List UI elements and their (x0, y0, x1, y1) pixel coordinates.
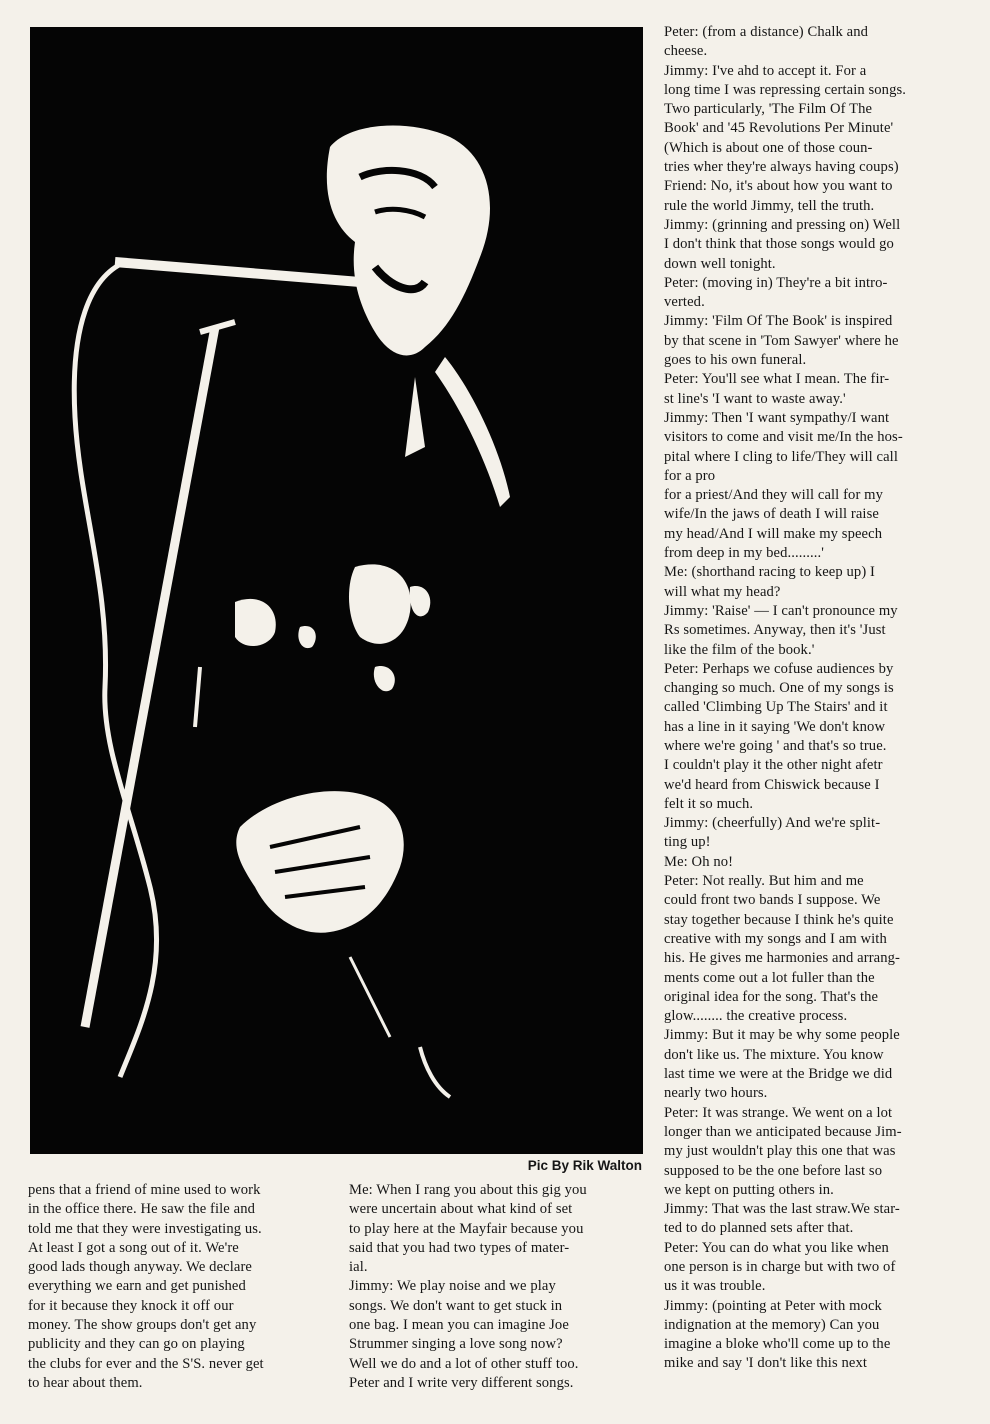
text-line: Me: When I rang you about this gig you (349, 1182, 587, 1198)
text-line: ments come out a lot fuller than the (664, 969, 875, 986)
text-line: pital where I cling to life/They will call (664, 448, 898, 465)
text-line: for a priest/And they will call for my (664, 487, 884, 504)
singer-at-microphone-image (30, 27, 643, 1154)
text-line: for a pro (664, 467, 716, 484)
text-line: imagine a bloke who'll come up to the (664, 1336, 891, 1353)
text-line: good lads though anyway. We declare (28, 1259, 253, 1276)
text-line: Jimmy: (cheerfully) And we're split- (664, 815, 881, 832)
text-line: Peter: Perhaps we cofuse audiences by (664, 660, 894, 677)
text-line: creative with my songs and I am with (664, 930, 887, 947)
text-line: to hear about them. (28, 1374, 143, 1391)
text-line: where we're going ' and that's so true. (664, 737, 887, 754)
text-line: one bag. I mean you can imagine Joe (349, 1317, 569, 1334)
text-line: told me that they were investigating us. (28, 1220, 262, 1237)
text-line: Jimmy: 'Film Of The Book' is inspired (664, 313, 893, 330)
text-line: Peter: You'll see what I mean. The fir- (664, 371, 890, 388)
text-line: Peter and I write very different songs. (349, 1374, 574, 1391)
text-line: Peter: Not really. But him and me (664, 873, 864, 890)
text-line: rule the world Jimmy, tell the truth. (664, 197, 875, 214)
text-line: for it because they knock it off our (28, 1297, 234, 1314)
text-line: Peter: You can do what you like when (664, 1239, 889, 1256)
text-line: everything we earn and get punished (28, 1278, 246, 1295)
text-line: will what my head? (664, 583, 781, 600)
text-line: ial. (349, 1259, 368, 1276)
text-line: Me: Oh no! (664, 853, 734, 870)
text-line: Peter: It was strange. We went on a lot (664, 1104, 893, 1121)
text-line: the clubs for ever and the S'S. never get (28, 1355, 264, 1372)
text-line: songs. We don't want to get stuck in (349, 1297, 563, 1314)
text-line: from deep in my bed.........' (664, 545, 824, 562)
text-line: Rs sometimes. Anyway, then it's 'Just (664, 622, 886, 639)
text-line: Jimmy: That was the last straw.We star- (664, 1201, 900, 1218)
text-line: (Which is about one of those coun- (664, 139, 873, 156)
concert-photo (30, 27, 643, 1154)
text-line: last time we were at the Bridge we did (664, 1066, 893, 1083)
text-line: Strummer singing a love song now? (349, 1336, 563, 1353)
text-line: said that you had two types of mater- (349, 1239, 570, 1256)
text-line: one person is in charge but with two of (664, 1259, 896, 1275)
text-line: Peter: (moving in) They're a bit intro- (664, 274, 888, 291)
text-line: Two particularly, 'The Film Of The (664, 101, 873, 118)
text-line: has a line in it saying 'We don't know (664, 718, 886, 735)
text-line: changing so much. One of my songs is (664, 680, 894, 697)
text-line: in the office there. He saw the file and (28, 1201, 256, 1218)
text-line: Me: (shorthand racing to keep up) I (664, 564, 875, 581)
text-line: by that scene in 'Tom Sawyer' where he (664, 332, 899, 349)
text-line: wife/In the jaws of death I will raise (664, 506, 879, 523)
text-line: st line's 'I want to waste away.' (664, 390, 846, 407)
text-line: mike and say 'I don't like this next (664, 1355, 868, 1372)
text-line: Book' and '45 Revolutions Per Minute' (664, 120, 894, 137)
text-line: tries wher they're always having coups) (664, 159, 899, 176)
text-line: could front two bands I suppose. We (664, 892, 881, 909)
text-line: Jimmy: 'Raise' — I can't pronounce my (664, 602, 898, 619)
text-line: us it was trouble. (664, 1278, 766, 1295)
text-line: Jimmy: (pointing at Peter with mock (664, 1297, 882, 1314)
text-line: Jimmy: (grinning and pressing on) Well (664, 216, 901, 233)
text-line: visitors to come and visit me/In the hos- (664, 429, 903, 446)
text-line: my just wouldn't play this one that was (664, 1143, 896, 1160)
text-line: I couldn't play it the other night afetr (664, 757, 883, 774)
text-line: down well tonight. (664, 255, 776, 272)
text-line: we'd heard from Chiswick because I (664, 776, 880, 793)
text-line: longer than we anticipated because Jim- (664, 1123, 902, 1140)
article-column-middle (349, 1181, 641, 1393)
text-line: At least I got a song out of it. We're (28, 1239, 239, 1256)
text-line: I don't think that those songs would go (664, 236, 894, 253)
text-line: like the film of the book.' (664, 641, 815, 658)
text-line: long time I was repressing certain songs. (664, 81, 907, 98)
article-column-left (28, 1181, 328, 1393)
text-line: ting up! (664, 834, 711, 851)
text-line: stay together because I think he's quite (664, 911, 894, 928)
text-line: money. The show groups don't get any (28, 1317, 257, 1334)
text-line: pens that a friend of mine used to work (28, 1182, 261, 1198)
text-line: his. He gives me harmonies and arrang- (664, 950, 901, 967)
text-line: Friend: No, it's about how you want to (664, 178, 893, 195)
text-line: glow........ the creative process. (664, 1008, 848, 1025)
text-line: Peter: (from a distance) Chalk and (664, 24, 868, 40)
article-column-right (664, 23, 954, 1374)
text-line: my head/And I will make my speech (664, 525, 883, 542)
text-line: ted to do planned sets after that. (664, 1220, 854, 1237)
photo-credit: Pic By Rik Walton (527, 1158, 642, 1173)
text-line: original idea for the song. That's the (664, 988, 879, 1005)
text-line: nearly two hours. (664, 1085, 768, 1102)
text-line: we kept on putting others in. (664, 1181, 834, 1198)
text-line: publicity and they can go on playing (28, 1336, 245, 1353)
text-line: called 'Climbing Up The Stairs' and it (664, 699, 888, 716)
text-line: supposed to be the one before last so (664, 1162, 883, 1179)
text-line: goes to his own funeral. (664, 352, 807, 369)
text-line: verted. (664, 294, 705, 311)
text-line: Jimmy: We play noise and we play (349, 1278, 556, 1295)
text-line: Jimmy: Then 'I want sympathy/I want (664, 409, 890, 426)
text-line: felt it so much. (664, 795, 754, 812)
text-line: Jimmy: I've ahd to accept it. For a (664, 62, 867, 79)
text-line: were uncertain about what kind of set (349, 1201, 573, 1218)
text-line: to play here at the Mayfair because you (349, 1220, 584, 1237)
text-line: Jimmy: But it may be why some people (664, 1027, 900, 1044)
text-line: Well we do and a lot of other stuff too. (349, 1355, 579, 1372)
text-line: indignation at the memory) Can you (664, 1316, 880, 1333)
text-line: don't like us. The mixture. You know (664, 1046, 884, 1063)
text-line: cheese. (664, 43, 708, 60)
